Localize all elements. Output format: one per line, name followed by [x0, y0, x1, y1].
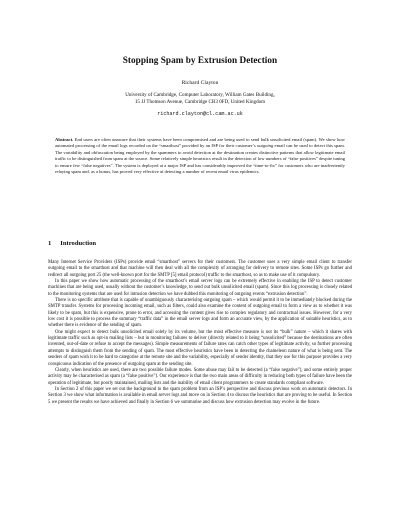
paragraph-4: One might expect to detect bulk unsolicited email solely by its volume, but the most effective measure is not its “bulk” nature – which it shares with legitimate traffic such as opt-in mailing lists – but in monitoring failures to deliver (directly related to it being “unsolicited” because the destinations are often invented, out-of-date or refuse to accept the messages). Simple measurements of failure rates can catch other types of legitimate activity, so further processing attempts to distinguish them from the sending of spam. The most effective heuristics have been in detecting the chameleon nature of what is being sent. The senders of spam wish it to be hard to categorise at the remote site and the variability, especially of sender identity, that they use for this purpose provides a very conspicuous indication of the presence of outgoing spam at the sending site.	[48, 329, 352, 367]
paper-title: Stopping Spam by Extrusion Detection	[122, 55, 278, 65]
author-affiliation	[0, 92, 400, 105]
abstract-label: Abstract.	[55, 137, 74, 142]
section-number: 1	[48, 240, 52, 247]
author-name: Richard Clayton	[181, 80, 219, 86]
paragraph-3: There is no specific attribute that is capable of unambiguously characterising outgoing spam – which would permit it to be immediately blocked during the SMTP transfer. Systems for processing incoming email, such as filters, could also examine the content of outgoing email to form a view as to whether it was likely to be spam, but this is expensive, prone to error, and accessing the content gives rise to complex regulatory and contractual issues. However, for a very low cost it is possible to process the summary “traffic data” in the email server logs and form an accurate view, by the application of suitable heuristics, as to whether there is evidence of the sending of spam.	[48, 298, 352, 329]
abstract-text-b: email can be used to detect this spam. The variability and obfuscation being employed by the spammers to avoid detection at the destination creates distinctive patterns that allow legitimate email traffic to be distinguished from spam at the source. Some relatively simple heuristics result in the detection of low numbers of “false positives” despite tuning to ensure few “false negatives”. The system is deployed at a major ISP and has considerably improved the “time-to-fix” for customers who are inadvertently relaying spam and, as a bonus, has proved very effective at detecting a number of recent email virus epidemics.	[55, 143, 345, 175]
affiliation-line-2: 15 JJ Thomson Avenue, Cambridge CB3 0FD, United Kingdom	[134, 98, 266, 105]
affiliation-line-1: University of Cambridge, Computer Laboratory, William Gates Building,	[125, 92, 275, 98]
section-body	[48, 260, 352, 406]
section-heading	[48, 240, 96, 247]
abstract-text-a: End users are often unaware that their systems have been compromised and are being used to send bulk unsolicited email (spam). We show how automated processing of the email logs recorded on the “smarthost” provided by an ISP for their customer’s	[55, 137, 345, 149]
paragraph-1: Many Internet Service Providers (ISPs) provide email “smarthost” servers for their customers. The customer uses a very simple email client to transfer outgoing email to the smarthost and that machine will then deal with all the complexity of arranging for delivery to remote sites. Some ISPs go further and redirect all outgoing port 25 (the well-known port for the SMTP [5] email protocol) traffic to the smarthost, so as to make use of it compulsory.	[48, 260, 352, 278]
paragraph-2: In this paper we show how automatic processing of the smarthost’s email server logs can be extremely effective in enabling the ISP to detect customer machines that are being used, usually without the customer’s knowledge, to send out bulk unsolicited email (spam). Since this log processing is closely related to the monitoring systems that are used for intrusion detection we have dubbed this monitoring of outgoing events “extrusion detection”.	[48, 279, 352, 297]
author-email: richard.clayton@cl.cam.ac.uk	[157, 111, 243, 117]
paragraph-6: In Section 2 of this paper we set out the background to the spam problem from an ISP’s perspective and discuss previous work on automatic detectors. In Section 3 we show what information is available in email server logs and move on in Section 4 to discuss the heuristics that are proving to be useful. In Section 5 we present the results we have achieved and finally in Section 6 we summarise and discuss how extrusion detection may evolve in the future.	[48, 386, 352, 405]
abstract-text-italic: outgoing	[256, 143, 274, 149]
section-title: Introduction	[60, 240, 97, 247]
paragraph-5: Clearly, when heuristics are used, there are two possible failure modes. Some abuse may fail to be detected (a “false negative”), and some entirely proper activity may be characterised as spam (a “false positive”). Our experience is that the two main areas of difficulty in reducing both types of failure have been the operation of legitimate, but poorly maintained, mailing lists and the inability of email client programmers to create standards compliant software.	[48, 367, 352, 386]
abstract	[55, 137, 345, 176]
